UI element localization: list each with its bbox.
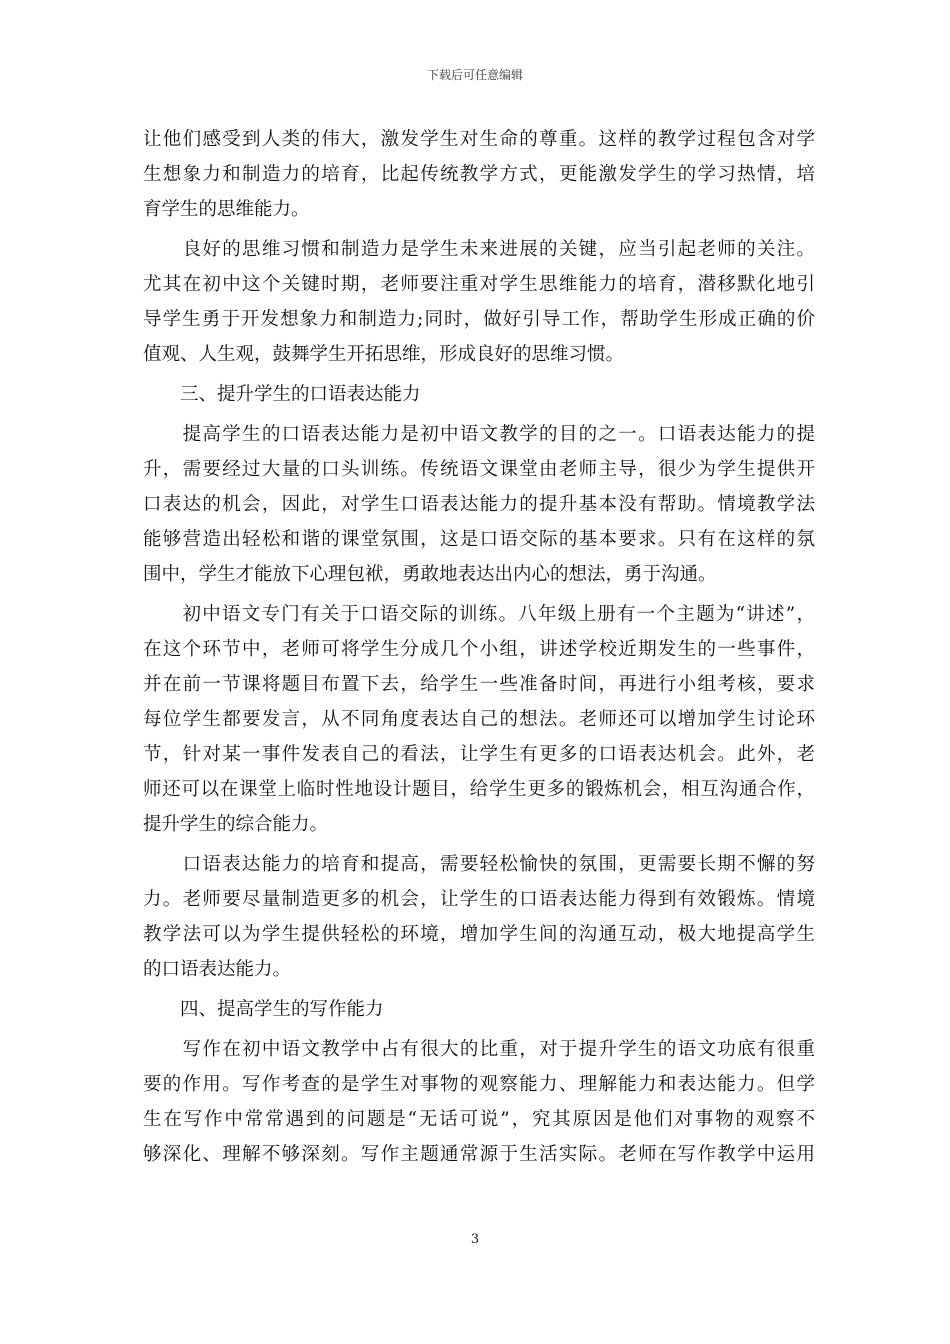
text-line: 生在写作中常常遇到的问题是“无话可说”，究其原因是他们对事物的观察不 [143,1109,815,1130]
text-line: 并在前一节课将题目布置下去，给学生一些准备时间，再进行小组考核，要求 [143,674,815,695]
section-heading: 三、提升学生的口语表达能力 [143,384,421,405]
text-line: 提高学生的口语表达能力是初中语文教学的目的之一。口语表达能力的提 [143,424,815,445]
text-line: 导学生勇于开发想象力和制造力;同时，做好引导工作，帮助学生形成正确的价 [143,309,815,330]
text-line: 生想象力和制造力的培育，比起传统教学方式，更能激发学生的学习热情，培 [143,164,815,185]
page-header: 下载后可任意编辑 [426,68,523,82]
text-line: 育学生的思维能力。 [143,199,310,220]
document-body [143,122,815,1172]
text-line: 要的作用。写作考查的是学生对事物的观察能力、理解能力和表达能力。但学 [143,1074,815,1095]
text-line: 提升学生的综合能力。 [143,814,329,835]
text-line: 升，需要经过大量的口头训练。传统语文课堂由老师主导，很少为学生提供开 [143,459,815,480]
text-line: 每位学生都要发言，从不同角度表达自己的想法。老师还可以增加学生讨论环 [143,709,815,730]
text-line: 写作在初中语文教学中占有很大的比重，对于提升学生的语文功底有很重 [143,1039,815,1060]
text-line: 尤其在初中这个关键时期，老师要注重对学生思维能力的培育，潜移默化地引 [143,274,815,295]
text-line: 让他们感受到人类的伟大，激发学生对生命的尊重。这样的教学过程包含对学 [143,129,815,150]
text-line: 师还可以在课堂上临时性地设计题目，给学生更多的锻炼机会，相互沟通合作， [143,779,815,800]
text-line: 节，针对某一事件发表自己的看法，让学生有更多的口语表达机会。此外，老 [143,744,815,765]
text-line: 力。老师要尽量制造更多的机会，让学生的口语表达能力得到有效锻炼。情境 [143,889,815,910]
text-line: 的口语表达能力。 [143,959,292,980]
text-line: 口语表达能力的培育和提高，需要轻松愉快的氛围，更需要长期不懈的努 [143,854,815,875]
text-line: 初中语文专门有关于口语交际的训练。八年级上册有一个主题为“讲述”， [143,604,815,625]
text-line: 围中，学生才能放下心理包袱，勇敢地表达出内心的想法，勇于沟通。 [143,564,717,585]
text-line: 够深化、理解不够深刻。写作主题通常源于生活实际。老师在写作教学中运用 [143,1144,815,1165]
text-line: 良好的思维习惯和制造力是学生未来进展的关键，应当引起老师的关注。 [143,239,815,260]
text-line: 能够营造出轻松和谐的课堂氛围，这是口语交际的基本要求。只有在这样的氛 [143,529,815,550]
text-line: 教学法可以为学生提供轻松的环境，增加学生间的沟通互动，极大地提高学生 [143,924,815,945]
page-number: 3 [470,1232,480,1247]
section-heading: 四、提高学生的写作能力 [143,999,384,1020]
text-line: 值观、人生观，鼓舞学生开拓思维，形成良好的思维习惯。 [143,344,625,365]
text-line: 在这个环节中，老师可将学生分成几个小组，讲述学校近期发生的一些事件， [143,639,815,660]
text-line: 口表达的机会，因此，对学生口语表达能力的提升基本没有帮助。情境教学法 [143,494,815,515]
